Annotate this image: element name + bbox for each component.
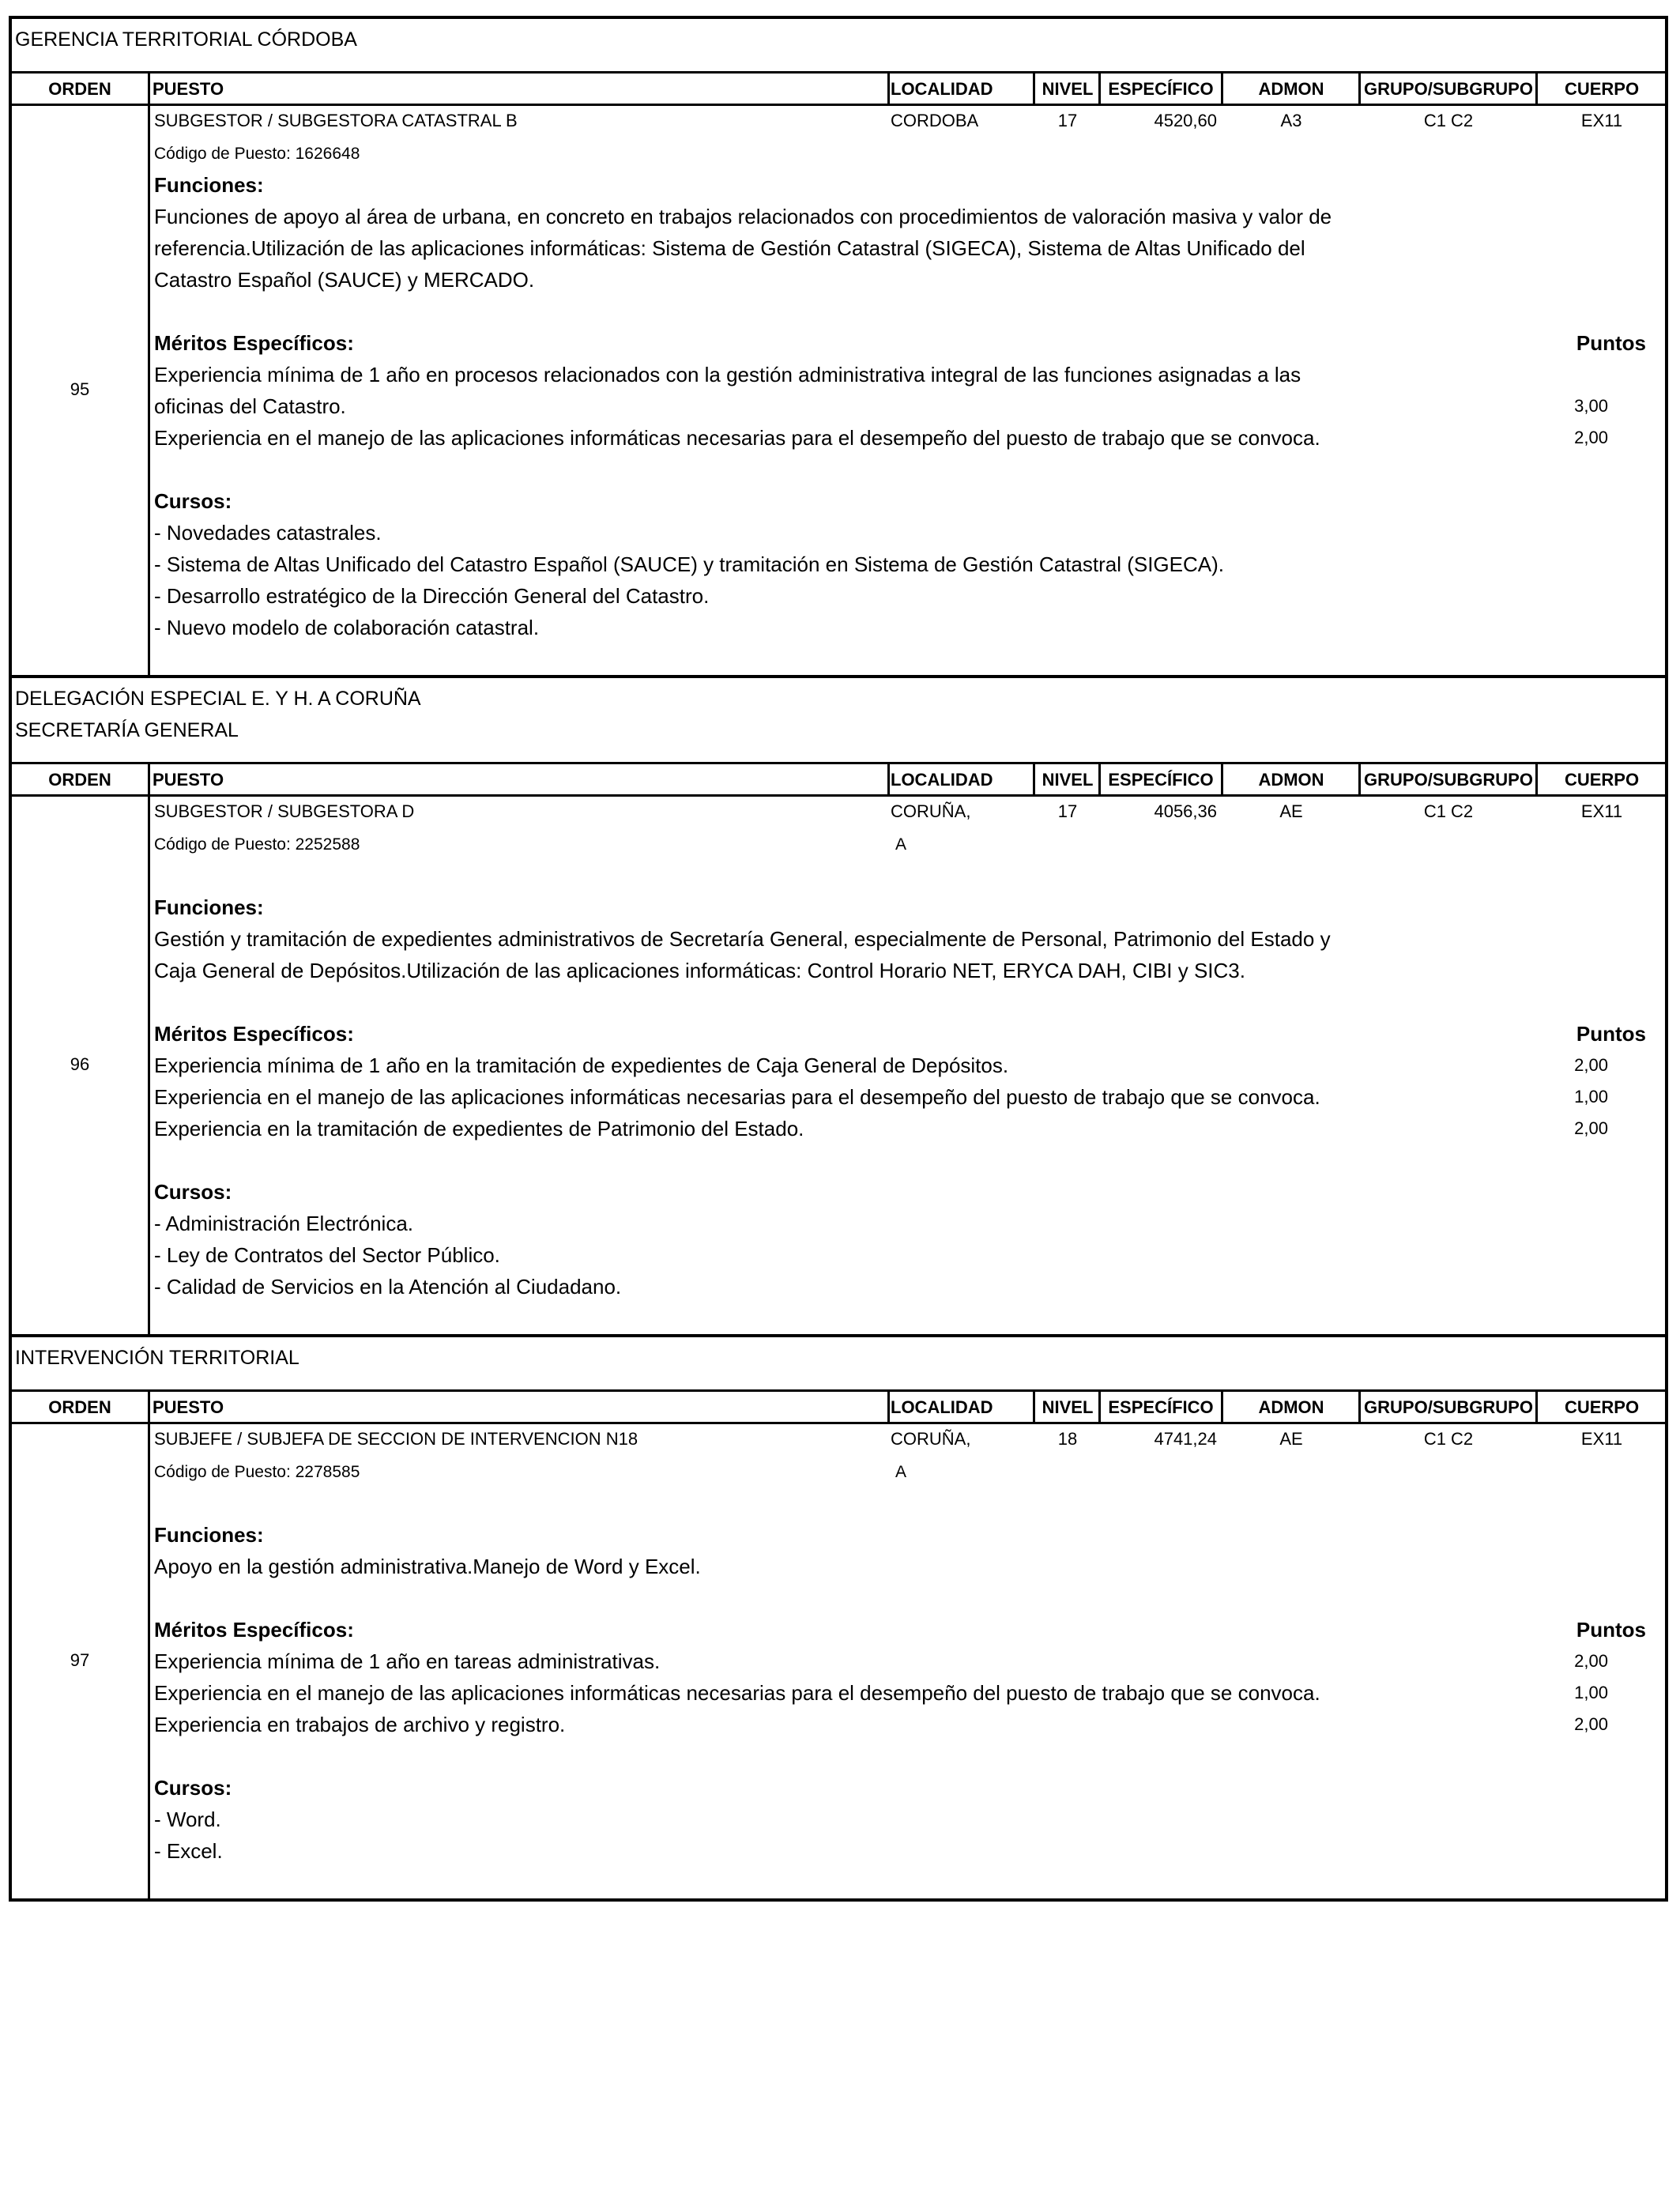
column-divider	[887, 764, 890, 794]
column-divider	[1221, 74, 1223, 104]
column-header	[12, 762, 1665, 797]
job-summary	[12, 106, 1665, 138]
meritos-heading	[154, 1018, 1659, 1050]
header-admon: ADMON	[1258, 770, 1324, 790]
header-localidad: LOCALIDAD	[891, 770, 993, 790]
header-admon: ADMON	[1258, 79, 1324, 99]
grupo-value: C1 C2	[1423, 111, 1474, 130]
header-especifico: ESPECÍFICO	[1108, 1397, 1214, 1417]
cursos-heading: Cursos:	[154, 489, 232, 513]
merito-text: Experiencia mínima de 1 año en tareas administrativas.	[154, 1649, 661, 1673]
section-line: GERENCIA TERRITORIAL CÓRDOBA	[15, 28, 357, 51]
header-nivel: NIVEL	[1042, 770, 1094, 790]
column-divider	[1221, 764, 1223, 794]
merito-points: 3,00	[1574, 396, 1608, 416]
localidad-value: CORDOBA	[891, 111, 979, 130]
column-divider	[1535, 1392, 1538, 1422]
column-divider	[1358, 1392, 1361, 1422]
localidad-value: CORUÑA,	[891, 801, 971, 821]
job-code: Código de Puesto: 2252588	[154, 835, 360, 854]
orden-divider	[148, 106, 150, 675]
header-orden: ORDEN	[48, 79, 111, 99]
curso-item: - Excel.	[154, 1839, 223, 1863]
column-divider	[1033, 764, 1035, 794]
curso-item: - Sistema de Altas Unificado del Catastro Español (SAUCE) y tramitación en Sistema de Gestión Catastral (SIGECA).	[154, 552, 1224, 576]
puntos-heading: Puntos	[1576, 331, 1646, 355]
meritos-label: Méritos Específicos:	[154, 1618, 354, 1642]
header-cuerpo: CUERPO	[1564, 770, 1640, 790]
column-divider	[887, 1392, 890, 1422]
meritos-label: Méritos Específicos:	[154, 1022, 354, 1046]
header-grupo: GRUPO/SUBGRUPO	[1364, 79, 1533, 99]
merito-item	[154, 1081, 1659, 1113]
header-nivel: NIVEL	[1042, 79, 1094, 99]
merito-text: Experiencia en el manejo de las aplicaciones informáticas necesarias para el desempeño del puesto de trabajo que se convoca.	[154, 1681, 1320, 1705]
merito-points: 2,00	[1574, 1714, 1608, 1734]
meritos-heading	[154, 1614, 1659, 1646]
column-divider	[1535, 764, 1538, 794]
localidad-continuation: A	[895, 1463, 907, 1481]
section-title	[12, 19, 1665, 71]
column-divider	[1098, 74, 1101, 104]
header-cuerpo: CUERPO	[1564, 79, 1640, 99]
job-row	[12, 797, 1665, 1334]
puntos-heading: Puntos	[1576, 1022, 1646, 1046]
header-orden: ORDEN	[48, 770, 111, 790]
funciones-line: Funciones de apoyo al área de urbana, en concreto en trabajos relacionados con procedimientos de valoración masiva y valor de	[154, 205, 1332, 228]
admon-value: A3	[1280, 111, 1302, 130]
section-title	[12, 678, 1665, 762]
merito-text: Experiencia en la tramitación de expedientes de Patrimonio del Estado.	[154, 1117, 804, 1140]
cursos-heading: Cursos:	[154, 1180, 232, 1204]
grupo-value: C1 C2	[1423, 801, 1474, 821]
job-title: SUBGESTOR / SUBGESTORA D	[154, 801, 415, 821]
header-grupo: GRUPO/SUBGRUPO	[1364, 770, 1533, 790]
merito-points: 1,00	[1574, 1087, 1608, 1106]
header-puesto: PUESTO	[153, 770, 224, 790]
merito-points: 2,00	[1574, 428, 1608, 447]
especifico-value: 4741,24	[1154, 1429, 1217, 1449]
section-line: SECRETARÍA GENERAL	[15, 719, 239, 741]
merito-item	[154, 1646, 1659, 1677]
curso-item: - Desarrollo estratégico de la Dirección General del Catastro.	[154, 584, 710, 608]
job-title: SUBGESTOR / SUBGESTORA CATASTRAL B	[154, 111, 518, 130]
orden-number: 96	[70, 1054, 90, 1074]
header-orden: ORDEN	[48, 1397, 111, 1417]
merito-item	[154, 390, 1659, 422]
job-code-line	[12, 138, 1665, 169]
column-header	[12, 1389, 1665, 1424]
meritos-label: Méritos Específicos:	[154, 331, 354, 355]
localidad-value: CORUÑA,	[891, 1429, 971, 1449]
header-localidad: LOCALIDAD	[891, 79, 993, 99]
section-line: DELEGACIÓN ESPECIAL E. Y H. A CORUÑA	[15, 688, 421, 710]
funciones-line: Catastro Español (SAUCE) y MERCADO.	[154, 268, 535, 292]
header-admon: ADMON	[1258, 1397, 1324, 1417]
nivel-value: 17	[1057, 111, 1078, 130]
curso-item: - Word.	[154, 1808, 221, 1831]
merito-text: oficinas del Catastro.	[154, 394, 346, 418]
funciones-heading: Funciones:	[154, 173, 264, 197]
column-divider	[148, 764, 150, 794]
column-divider	[148, 74, 150, 104]
especifico-value: 4056,36	[1154, 801, 1217, 821]
cuerpo-value: EX11	[1580, 801, 1623, 821]
curso-item: - Novedades catastrales.	[154, 521, 382, 545]
column-divider	[887, 74, 890, 104]
merito-text: Experiencia en el manejo de las aplicaciones informáticas necesarias para el desempeño del puesto de trabajo que se convoca.	[154, 426, 1320, 450]
admon-value: AE	[1279, 801, 1303, 821]
merito-item	[154, 1677, 1659, 1709]
header-especifico: ESPECÍFICO	[1108, 770, 1214, 790]
job-code: Código de Puesto: 1626648	[154, 145, 360, 163]
especifico-value: 4520,60	[1154, 111, 1217, 130]
merito-item	[154, 1050, 1659, 1081]
column-divider	[1358, 74, 1361, 104]
job-details	[154, 169, 1659, 675]
job-code-line	[12, 828, 1665, 860]
merito-item	[154, 1709, 1659, 1740]
meritos-heading	[154, 327, 1659, 359]
merito-text: Experiencia en trabajos de archivo y registro.	[154, 1713, 566, 1736]
document	[9, 16, 1668, 1902]
funciones-line: Gestión y tramitación de expedientes administrativos de Secretaría General, especialmente de Personal, Patrimonio del Estado y	[154, 927, 1331, 951]
header-grupo: GRUPO/SUBGRUPO	[1364, 1397, 1533, 1417]
curso-item: - Administración Electrónica.	[154, 1212, 414, 1235]
job-row	[12, 106, 1665, 675]
funciones-heading: Funciones:	[154, 895, 264, 919]
funciones-line: Apoyo en la gestión administrativa.Manejo de Word y Excel.	[154, 1555, 701, 1578]
orden-divider	[148, 797, 150, 1334]
column-divider	[1033, 74, 1035, 104]
section-line: INTERVENCIÓN TERRITORIAL	[15, 1347, 299, 1369]
curso-item: - Nuevo modelo de colaboración catastral.	[154, 616, 540, 639]
cuerpo-value: EX11	[1580, 111, 1623, 130]
job-code: Código de Puesto: 2278585	[154, 1463, 360, 1481]
curso-item: - Ley de Contratos del Sector Público.	[154, 1243, 500, 1267]
merito-text: Experiencia en el manejo de las aplicaciones informáticas necesarias para el desempeño del puesto de trabajo que se convoca.	[154, 1085, 1320, 1109]
grupo-value: C1 C2	[1423, 1429, 1474, 1449]
job-summary	[12, 797, 1665, 828]
orden-number: 95	[70, 379, 90, 399]
puntos-heading: Puntos	[1576, 1618, 1646, 1642]
merito-item	[154, 422, 1659, 454]
orden-number: 97	[70, 1650, 90, 1670]
admon-value: AE	[1279, 1429, 1303, 1449]
merito-points: 2,00	[1574, 1118, 1608, 1138]
header-cuerpo: CUERPO	[1564, 1397, 1640, 1417]
header-localidad: LOCALIDAD	[891, 1397, 993, 1417]
header-especifico: ESPECÍFICO	[1108, 79, 1214, 99]
column-divider	[1098, 764, 1101, 794]
column-divider	[148, 1392, 150, 1422]
job-block	[9, 1337, 1668, 1902]
column-divider	[1098, 1392, 1101, 1422]
header-nivel: NIVEL	[1042, 1397, 1094, 1417]
merito-item	[154, 1113, 1659, 1144]
cuerpo-value: EX11	[1580, 1429, 1623, 1449]
job-block	[9, 16, 1668, 678]
job-row	[12, 1424, 1665, 1898]
header-puesto: PUESTO	[153, 1397, 224, 1417]
merito-points: 2,00	[1574, 1055, 1608, 1075]
localidad-continuation: A	[895, 835, 907, 854]
merito-points: 2,00	[1574, 1651, 1608, 1671]
job-title: SUBJEFE / SUBJEFA DE SECCION DE INTERVENCION N18	[154, 1429, 638, 1449]
column-divider	[1221, 1392, 1223, 1422]
job-code-line	[12, 1456, 1665, 1487]
column-divider	[1535, 74, 1538, 104]
cursos-heading: Cursos:	[154, 1776, 232, 1800]
section-title	[12, 1337, 1665, 1389]
merito-points: 1,00	[1574, 1683, 1608, 1702]
nivel-value: 17	[1057, 801, 1078, 821]
funciones-line: Caja General de Depósitos.Utilización de las aplicaciones informáticas: Control Horario NET, ERYCA DAH, CIBI y SIC3.	[154, 959, 1245, 982]
funciones-line: referencia.Utilización de las aplicaciones informáticas: Sistema de Gestión Catastral (SIGECA), Sistema de Altas Unificado del	[154, 236, 1305, 260]
header-puesto: PUESTO	[153, 79, 224, 99]
merito-text: Experiencia mínima de 1 año en procesos relacionados con la gestión administrativa integral de las funciones asignadas a las	[154, 363, 1301, 386]
curso-item: - Calidad de Servicios en la Atención al Ciudadano.	[154, 1275, 622, 1299]
job-block	[9, 678, 1668, 1337]
column-divider	[1358, 764, 1361, 794]
merito-item	[154, 359, 1659, 390]
funciones-heading: Funciones:	[154, 1523, 264, 1547]
job-details	[154, 1487, 1659, 1898]
column-header	[12, 71, 1665, 106]
job-summary	[12, 1424, 1665, 1456]
job-details	[154, 860, 1659, 1334]
nivel-value: 18	[1057, 1429, 1078, 1449]
orden-divider	[148, 1424, 150, 1898]
column-divider	[1033, 1392, 1035, 1422]
merito-text: Experiencia mínima de 1 año en la tramitación de expedientes de Caja General de Depósitos.	[154, 1054, 1009, 1077]
